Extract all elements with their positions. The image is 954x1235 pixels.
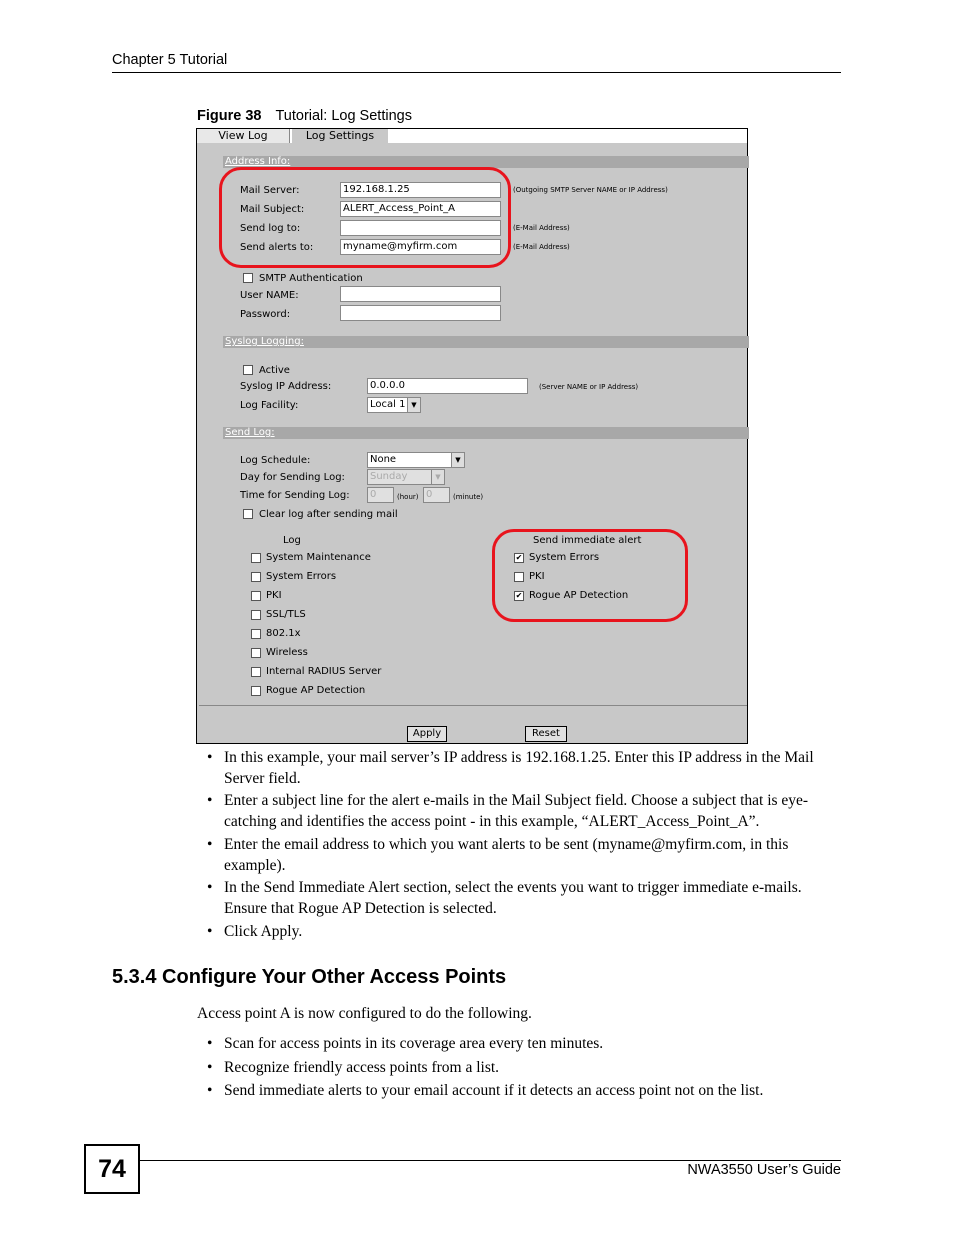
mail-subject-label: Mail Subject:: [240, 204, 305, 215]
log-schedule-select[interactable]: [367, 452, 465, 468]
apply-button[interactable]: Apply: [407, 726, 447, 742]
footer-rule: [140, 1160, 841, 1161]
alert-item-label: System Errors: [529, 552, 600, 563]
log-item-checkbox[interactable]: [251, 572, 261, 582]
intro-paragraph: Access point A is now configured to do the following.: [197, 1005, 532, 1022]
syslog-active-label: Active: [259, 365, 290, 376]
bullet-text: Scan for access points in its coverage area every ten minutes.: [224, 1035, 604, 1052]
log-item-label: Internal RADIUS Server: [266, 666, 382, 677]
log-item-label: Wireless: [266, 647, 308, 658]
send-alerts-label: Send alerts to:: [240, 242, 314, 253]
bullet-icon: •: [207, 1059, 213, 1076]
chevron-down-icon: ▼: [451, 453, 464, 467]
log-item-label: System Maintenance: [266, 552, 371, 563]
divider: [199, 705, 747, 706]
syslog-ip-input[interactable]: 0.0.0.0: [367, 378, 528, 394]
alert-highlight-ring: [492, 529, 688, 622]
log-facility-label: Log Facility:: [240, 400, 299, 411]
alert-item-checkbox[interactable]: ✔: [515, 553, 523, 562]
log-item-label: 802.1x: [266, 628, 301, 639]
hour-unit: (hour): [397, 493, 419, 501]
syslog-ip-note: (Server NAME or IP Address): [539, 383, 639, 391]
tab-view-log[interactable]: View Log: [197, 129, 290, 143]
bullet-icon: •: [207, 1082, 213, 1099]
log-schedule-label: Log Schedule:: [240, 455, 311, 466]
bullet-text: Recognize friendly access points from a list.: [224, 1059, 500, 1076]
time-sending-label: Time for Sending Log:: [240, 490, 350, 501]
log-item-checkbox[interactable]: [251, 667, 261, 677]
log-schedule-value: None: [370, 454, 397, 465]
syslog-section: Syslog Logging:: [223, 336, 749, 348]
reset-button[interactable]: Reset: [525, 726, 567, 742]
alert-item-checkbox[interactable]: ✔: [515, 591, 523, 600]
bullet-text: Send immediate alerts to your email account if it detects an access point not on the list.: [224, 1082, 764, 1099]
clear-log-checkbox[interactable]: [243, 509, 253, 519]
header-rule: [112, 72, 841, 73]
log-settings-screenshot: [196, 128, 748, 744]
tab-log-settings[interactable]: Log Settings: [291, 129, 388, 143]
bullet-text: In the Send Immediate Alert section, select the events you want to trigger immediate e-mails. Ensure that Rogue AP Detection is selected.: [224, 879, 802, 917]
address-info-section: Address Info:: [223, 156, 749, 168]
tab-bar: [197, 129, 747, 143]
log-item-checkbox[interactable]: [251, 591, 261, 601]
send-alerts-note: (E-Mail Address): [513, 243, 570, 251]
syslog-active-checkbox[interactable]: [243, 365, 253, 375]
day-sending-label: Day for Sending Log:: [240, 472, 345, 483]
bullet-text: Click Apply.: [224, 923, 303, 940]
day-sending-select[interactable]: [367, 469, 445, 485]
log-item-checkbox[interactable]: [251, 610, 261, 620]
user-name-label: User NAME:: [240, 290, 299, 301]
bullet-icon: •: [207, 792, 213, 809]
log-facility-select[interactable]: [367, 397, 421, 413]
send-alerts-input[interactable]: myname@myfirm.com: [340, 239, 501, 255]
mail-server-input[interactable]: 192.168.1.25: [340, 182, 501, 198]
send-log-note: (E-Mail Address): [513, 224, 570, 232]
page-number: 74: [84, 1144, 140, 1194]
address-highlight-ring: [219, 167, 511, 268]
minute-unit: (minute): [453, 493, 484, 501]
minute-input[interactable]: 0: [423, 487, 450, 503]
clear-log-label: Clear log after sending mail: [259, 509, 398, 520]
mail-subject-input[interactable]: ALERT_Access_Point_A: [340, 201, 501, 217]
bullet-text: Enter a subject line for the alert e-mails in the Mail Subject field. Choose a subject that is eye-catching and identifies the access point - in this example, “ALERT_Access_Point_A”.: [224, 792, 809, 830]
mail-server-label: Mail Server:: [240, 185, 300, 196]
log-item-label: PKI: [266, 590, 282, 601]
password-label: Password:: [240, 309, 291, 320]
send-log-section: Send Log:: [223, 427, 749, 439]
password-input[interactable]: [340, 305, 501, 321]
figure-title: Tutorial: Log Settings: [275, 108, 412, 124]
hour-input[interactable]: 0: [367, 487, 394, 503]
alert-item-label: Rogue AP Detection: [529, 590, 629, 601]
chevron-down-icon: ▼: [431, 470, 444, 484]
log-item-checkbox[interactable]: [251, 629, 261, 639]
bullet-icon: •: [207, 749, 213, 766]
bullet-text: In this example, your mail server’s IP address is 192.168.1.25. Enter this IP address in the Mail Server field.: [224, 749, 814, 787]
bullet-text: Enter the email address to which you want alerts to be sent (myname@myfirm.com, in this example).: [224, 836, 789, 874]
smtp-auth-checkbox[interactable]: [243, 273, 253, 283]
mail-server-note: (Outgoing SMTP Server NAME or IP Address): [513, 186, 668, 194]
log-facility-value: Local 1: [370, 399, 406, 410]
smtp-auth-label: SMTP Authentication: [259, 273, 363, 284]
log-item-checkbox[interactable]: [251, 686, 261, 696]
section-heading: 5.3.4 Configure Your Other Access Points: [112, 966, 507, 988]
figure-caption: [197, 108, 412, 124]
log-item-label: System Errors: [266, 571, 337, 582]
log-item-label: SSL/TLS: [266, 609, 306, 620]
alert-heading: Send immediate alert: [533, 535, 642, 546]
syslog-ip-label: Syslog IP Address:: [240, 381, 332, 392]
log-heading: Log: [283, 535, 301, 546]
chevron-down-icon: ▼: [407, 398, 420, 412]
bullet-icon: •: [207, 879, 213, 896]
bullet-icon: •: [207, 1035, 213, 1052]
chapter-header: Chapter 5 Tutorial: [112, 52, 228, 68]
log-item-label: Rogue AP Detection: [266, 685, 366, 696]
log-item-checkbox[interactable]: [251, 553, 261, 563]
alert-item-label: PKI: [529, 571, 545, 582]
guide-title: NWA3550 User’s Guide: [687, 1162, 841, 1178]
figure-label: Figure 38: [197, 108, 262, 124]
user-name-input[interactable]: [340, 286, 501, 302]
bullet-icon: •: [207, 923, 213, 940]
log-item-checkbox[interactable]: [251, 648, 261, 658]
day-sending-value: Sunday: [370, 471, 408, 482]
bullet-icon: •: [207, 836, 213, 853]
send-log-label: Send log to:: [240, 223, 301, 234]
